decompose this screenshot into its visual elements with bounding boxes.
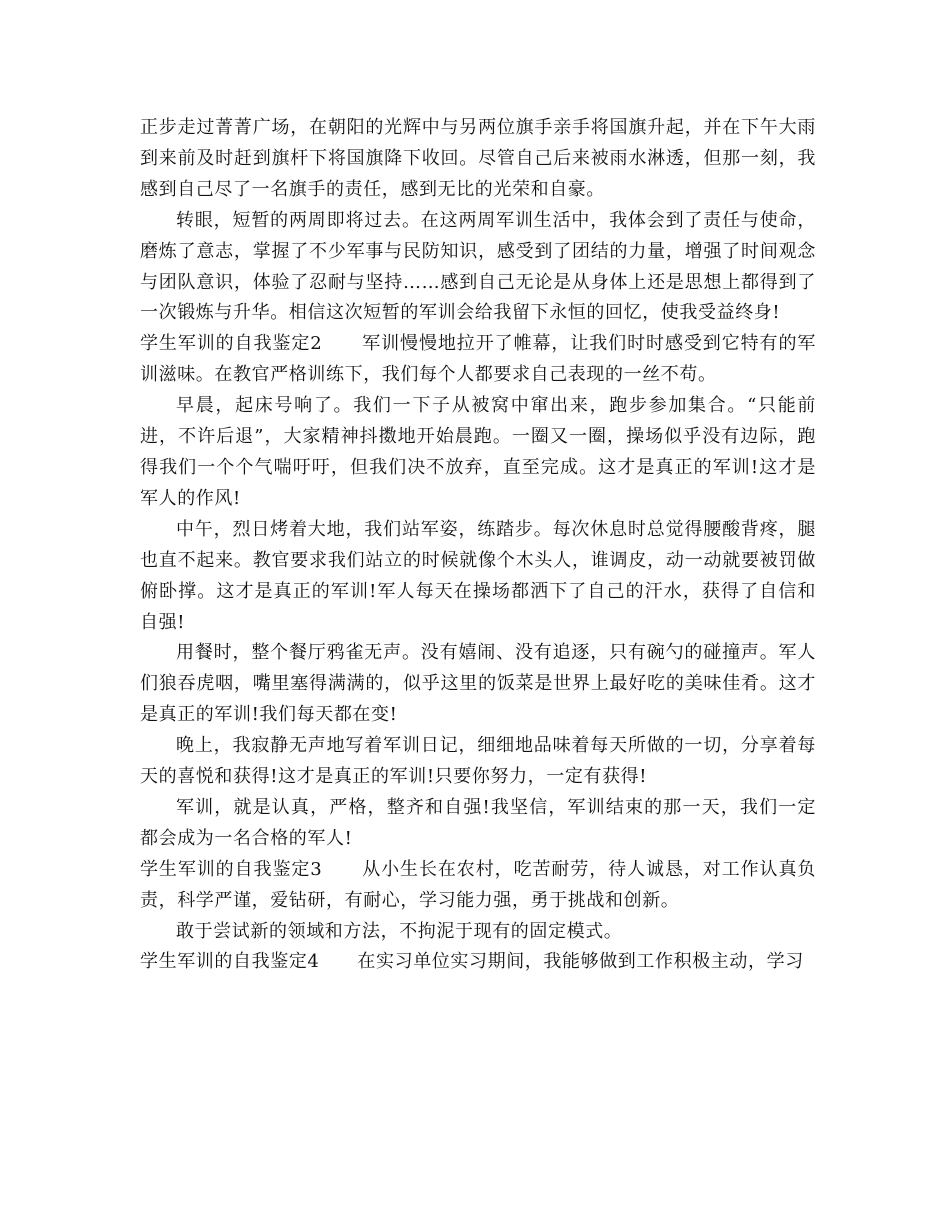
section-heading: 学生军训的自我鉴定4 (140, 951, 320, 973)
paragraph (140, 391, 816, 515)
paragraph-text: 军训慢慢地拉开了帷幕，让我们时时感受到它特有的军训滋味。在教官严格训练下，我们每个人都要求自己表现的一丝不苟。 (140, 333, 816, 386)
document-body (140, 113, 816, 978)
paragraph-text: 敢于尝试新的领域和方法，不拘泥于现有的固定模式。 (176, 920, 623, 942)
paragraph-with-heading (140, 947, 816, 978)
paragraph-with-heading (140, 855, 816, 917)
paragraph (140, 638, 816, 731)
paragraph-text: 在实习单位实习期间，我能够做到工作积极主动，学习 (357, 951, 804, 973)
paragraph-text: 从小生长在农村，吃苦耐劳，待人诚恳，对工作认真负责，科学严谨，爱钻研，有耐心，学习能力强，勇于挑战和创新。 (140, 858, 816, 911)
paragraph-text: 转眼，短暂的两周即将过去。在这两周军训生活中，我体会到了责任与使命，磨炼了意志，掌握了不少军事与民防知识，感受到了团结的力量，增强了时间观念与团队意识，体验了忍耐与坚持……感到自己无论是从身体上还是思想上都得到了一次锻炼与升华。相信这次短暂的军训会给我留下永恒的回忆，使我受益终身! (140, 209, 816, 324)
paragraph-text: 早晨，起床号响了。我们一下子从被窝中窜出来，跑步参加集合。“只能前进，不许后退”，大家精神抖擞地开始晨跑。一圈又一圈，操场似乎没有边际，跑得我们一个个气喘吁吁，但我们决不放弃，直至完成。这才是真正的军训!这才是军人的作风! (140, 395, 816, 509)
paragraph-text: 晚上，我寂静无声地写着军训日记，细细地品味着每天所做的一切，分享着每天的喜悦和获得!这才是真正的军训!只要你努力，一定有获得! (140, 735, 816, 788)
section-heading: 学生军训的自我鉴定2 (140, 333, 323, 355)
paragraph-text: 军训，就是认真，严格，整齐和自强!我坚信，军训结束的那一天，我们一定都会成为一名合格的军人! (140, 796, 816, 849)
paragraph (140, 793, 816, 855)
paragraph (140, 113, 816, 206)
paragraph (140, 917, 816, 948)
section-heading: 学生军训的自我鉴定3 (140, 858, 323, 880)
paragraph (140, 731, 816, 793)
paragraph-text: 中午，烈日烤着大地，我们站军姿，练踏步。每次休息时总觉得腰酸背疼，腿也直不起来。教官要求我们站立的时候就像个木头人，谁调皮，动一动就要被罚做俯卧撑。这才是真正的军训!军人每天在操场都洒下了自己的汗水，获得了自信和自强! (140, 518, 816, 633)
paragraph (140, 206, 816, 330)
paragraph-text: 正步走过菁菁广场，在朝阳的光辉中与另两位旗手亲手将国旗升起，并在下午大雨到来前及时赶到旗杆下将国旗降下收回。尽管自己后来被雨水淋透，但那一刻，我感到自己尽了一名旗手的责任，感到无比的光荣和自豪。 (140, 117, 816, 200)
paragraph-with-heading (140, 329, 816, 391)
paragraph-text: 用餐时，整个餐厅鸦雀无声。没有嬉闹、没有追逐，只有碗勺的碰撞声。军人们狼吞虎咽，嘴里塞得满满的，似乎这里的饭菜是世界上最好吃的美味佳肴。这才是真正的军训!我们每天都在变! (140, 642, 816, 726)
paragraph (140, 515, 816, 639)
